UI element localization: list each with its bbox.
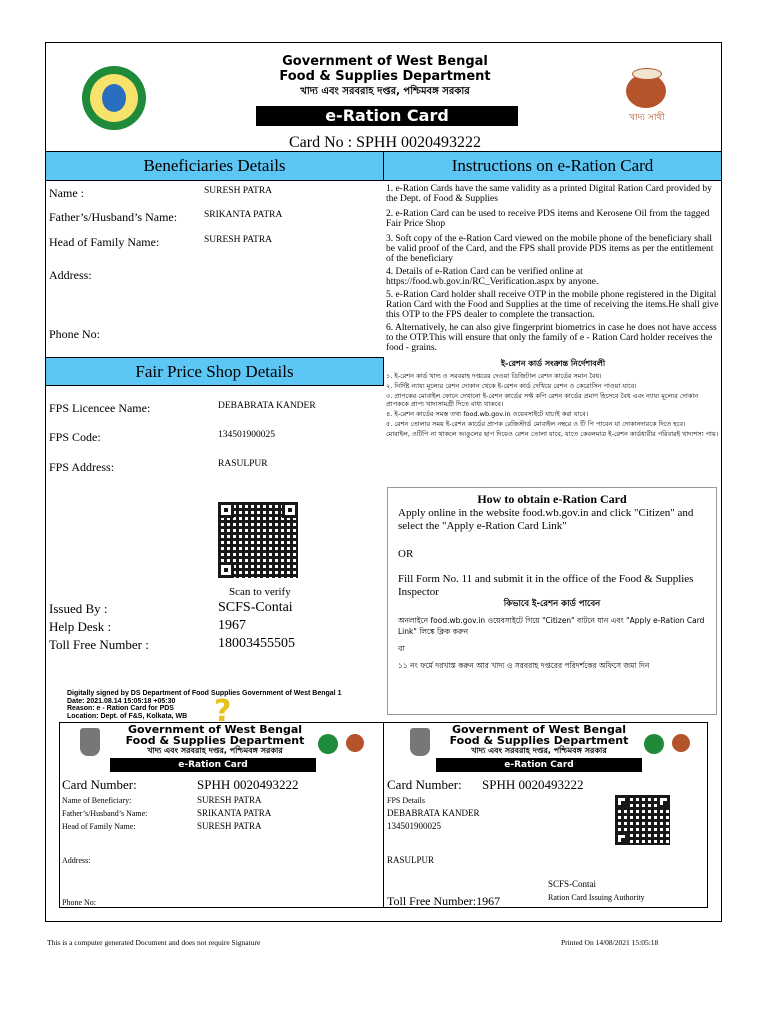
fps-address-label: FPS Address: — [49, 460, 115, 474]
mini-right-card-label: Card Number: — [387, 777, 462, 792]
mini-left-father-label: Father’s/Husband’s Name: — [62, 809, 148, 818]
mini-left-name-label: Name of Beneficiary: — [62, 796, 132, 805]
signature-validity-mark: ? — [214, 694, 232, 729]
mini-right-fps-address: RASULPUR — [387, 855, 435, 865]
how-to-bn-line2: ১১ নং ফর্মে দরখাস্ত করুন আর খাদ্য ও সরবরাহ দপ্তরের পরিদর্শকের অফিসে জমা দিন — [398, 661, 650, 670]
mini-right-logo — [410, 728, 430, 756]
mini-right-card-value: SPHH 0020493222 — [482, 777, 584, 792]
father-label: Father’s/Husband’s Name: — [49, 210, 178, 224]
bengali-instr-line: ২. নির্দিষ্ট ন্যায্য মূল্যের রেশন দোকান থেকে ই-রেশন কার্ড দেখিয়ে রেশন ও কেরোসিন পাওয়া যাবে। — [386, 382, 637, 390]
name-label: Name : — [49, 186, 84, 200]
bengali-instr-line: ৫. রেশন তোলার সময় ই-রেশন কার্ডের প্রাপক রেজিস্টার্ড মোবাইল নম্বরে ও টি পি পাবেন যা দোকানদারকে দিতে হবে। — [386, 420, 686, 428]
mini-right-dept: Food & Supplies Department — [449, 734, 629, 747]
bengali-instr-line: ৩. প্রাপকের মোবাইল ফোনে দেখানো ই-রেশন কার্ডের সফ্ট কপি রেশন কার্ডের প্রমাণ হিসেবে বৈধ এবং ন্যায্য মূল্যের দোকান প্রাপককে প্রাপ্য খাদ্যসামগ্রী দিতে বাধ্য থাকবে। — [386, 392, 699, 408]
mini-right-toll: Toll Free Number:1967 — [387, 894, 501, 908]
footer-printed-on: Printed On 14/08/2021 15:05:18 — [561, 938, 659, 947]
mini-right-header — [434, 724, 644, 755]
mini-left-bar: e-Ration Card — [110, 758, 316, 772]
name-value: SURESH PATRA — [204, 186, 273, 196]
toll-free-label: Toll Free Number : — [49, 637, 149, 652]
signature-line: Reason: e - Ration Card for PDS — [67, 705, 174, 712]
fps-licencee-label: FPS Licencee Name: — [49, 401, 151, 415]
mini-qr-code[interactable] — [615, 795, 670, 845]
mini-right-issuer: SCFS-Contai — [548, 879, 597, 889]
instruction-item: 6. Alternatively, he can also give fingerprint biometrics in case he does not have access to the OTP.This will ensure that only the family of e - Ration Card holder receives the food - grains. — [386, 323, 717, 353]
mini-left-hof-value: SURESH PATRA — [197, 821, 262, 831]
verify-qr-code[interactable] — [218, 502, 298, 578]
phone-label: Phone No: — [49, 327, 100, 341]
hof-value: SURESH PATRA — [204, 235, 273, 245]
instruction-item: 2. e-Ration Card can be used to receive PDS items and Kerosene Oil from the tagged Fair Price Shop — [386, 209, 710, 229]
fps-header: Fair Price Shop Details — [45, 357, 384, 386]
mini-left-logo — [80, 728, 100, 756]
header-bengali: খাদ্য এবং সরবরাহ দপ্তর, পশ্চিমবঙ্গ সরকার — [300, 86, 470, 97]
instructions-header: Instructions on e-Ration Card — [383, 151, 722, 181]
fps-licencee-value: DEBABRATA KANDER — [218, 401, 316, 411]
issued-by-label: Issued By : — [49, 601, 108, 616]
instruction-item: 1. e-Ration Cards have the same validity as a printed Digital Ration Card provided by the Dept. of Food & Supplies — [386, 184, 712, 204]
how-to-bn-title: কিভাবে ই-রেশন কার্ড পাবেন — [503, 599, 601, 609]
eration-card-banner: e-Ration Card — [256, 106, 518, 126]
header-govt: Government of West Bengal — [282, 54, 488, 69]
mini-card-divider — [383, 722, 384, 908]
mini-right-pot — [672, 734, 690, 752]
hof-label: Head of Family Name: — [49, 235, 160, 249]
mini-right-gov-seal — [644, 734, 664, 754]
address-label: Address: — [49, 268, 92, 282]
toll-free-value: 18003455505 — [218, 636, 295, 651]
instruction-item: 4. Details of e-Ration Card can be verified online at https://food.wb.gov.in/RC_Verification.aspx by anyone. — [386, 267, 599, 287]
how-to-title: How to obtain e-Ration Card — [477, 492, 627, 506]
mini-left-hof-label: Head of Family Name: — [62, 822, 136, 831]
mini-left-pot — [346, 734, 364, 752]
bengali-instructions — [386, 360, 720, 438]
mini-right-issuer-label: Ration Card Issuing Authority — [548, 893, 645, 902]
mini-left-dept: Food & Supplies Department — [125, 734, 305, 747]
mini-right-fps-code: 134501900025 — [387, 821, 441, 831]
how-to-line2: Fill Form No. 11 and submit it in the office of the Food & Supplies Inspector — [398, 573, 694, 598]
khadya-sathi-logo — [618, 68, 676, 128]
mini-left-name-value: SURESH PATRA — [197, 795, 262, 805]
footer-note: This is a computer generated Document and does not require Signature — [47, 938, 261, 947]
mini-right-bengali: খাদ্য এবং সরবরাহ দপ্তর, পশ্চিমবঙ্গ সরকার — [471, 746, 607, 755]
how-to-bn-line1: অনলাইনে food.wb.gov.in ওয়েবসাইটে গিয়ে "Citizen" বাটনে যান এবং "Apply e-Ration Card Link" লিঙ্কে ক্লিক করুন — [398, 616, 705, 636]
wb-govt-logo — [82, 66, 146, 130]
mini-left-address-label: Address: — [62, 856, 91, 865]
bengali-instr-title: ই-রেশন কার্ড সংক্রান্ত নির্দেশাবলী — [500, 359, 606, 368]
how-to-line1: Apply online in the website food.wb.gov.in and click "Citizen" and select the "Apply e-Ration Card Link" — [398, 507, 694, 532]
bengali-instr-line: ১. ই-রেশন কার্ড খাদ্য ও সরবরাহ দপ্তরের দেওয়া ডিজিটাল রেশন কার্ডের সমান বৈধ। — [386, 372, 602, 380]
signature-line: Digitally signed by DS Department of Food Supplies Government of West Bengal 1 — [67, 690, 342, 697]
header-dept: Food & Supplies Department — [279, 69, 491, 84]
instruction-item: 3. Soft copy of the e-Ration Card viewed on the mobile phone of the beneficiary shall be valid proof of the Card, and the FPS shall provide PDS items as per the entitlement of the beneficiary — [386, 234, 714, 264]
scan-to-verify: Scan to verify — [229, 586, 291, 598]
mini-left-govt: Government of West Bengal — [127, 723, 303, 736]
father-value: SRIKANTA PATRA — [204, 210, 283, 220]
mini-left-father-value: SRIKANTA PATRA — [197, 808, 272, 818]
mini-left-phone-label: Phone No: — [62, 898, 96, 907]
instruction-item: 5. e-Ration Card holder shall receive OTP in the mobile phone registered in the Digital Ration Card with the Food and Supplies at the time of receiving the items.He shall give this OTP to the FPS dealer to complete the transaction. — [386, 290, 719, 320]
fps-code-value: 134501900025 — [218, 430, 275, 440]
help-desk-label: Help Desk : — [49, 619, 112, 634]
mini-left-card-value: SPHH 0020493222 — [197, 777, 299, 792]
mini-left-bengali: খাদ্য এবং সরবরাহ দপ্তর, পশ্চিমবঙ্গ সরকার — [147, 746, 283, 755]
mini-right-bar: e-Ration Card — [436, 758, 642, 772]
mini-left-card-label: Card Number: — [62, 777, 137, 792]
mini-right-fps-label: FPS Details — [387, 796, 426, 805]
card-number-title: Card No : SPHH 0020493222 — [288, 134, 481, 151]
beneficiaries-header: Beneficiaries Details — [45, 151, 384, 181]
signature-line: Date: 2021.08.14 15:05:18 +05:30 — [67, 697, 176, 705]
mini-left-header — [110, 724, 320, 755]
fps-address-value: RASULPUR — [218, 459, 268, 469]
mini-right-govt: Government of West Bengal — [451, 723, 627, 736]
instructions-list — [386, 184, 720, 353]
mini-left-gov-seal — [318, 734, 338, 754]
signature-line: Location: Dept. of F&S, Kolkata, WB — [67, 712, 188, 720]
how-to-bn-or: বা — [398, 644, 405, 653]
fps-code-label: FPS Code: — [49, 430, 101, 444]
khadya-sathi-text: খাদ্য সাথী — [629, 113, 665, 123]
bengali-instr-line: মোবাইল, ওটিপি না থাকলে আঙুলের ছাপ দিয়েও রেশন তোলা যাবে, যাতে কেবলমাত্র ই-রেশন কার্ডধারীর পরিবারই খাদ্যশস্য পায়। — [386, 430, 719, 438]
mini-right-fps-name: DEBABRATA KANDER — [387, 808, 480, 818]
bengali-instr-line: ৪. ই-রেশন কার্ডের সমস্ত তথ্য food.wb.gov.in ওয়েবসাইটে যাচাই করা যাবে। — [386, 410, 589, 418]
help-desk-value: 1967 — [218, 618, 246, 633]
issued-by-value: SCFS-Contai — [218, 600, 293, 615]
how-to-or: OR — [398, 548, 414, 560]
